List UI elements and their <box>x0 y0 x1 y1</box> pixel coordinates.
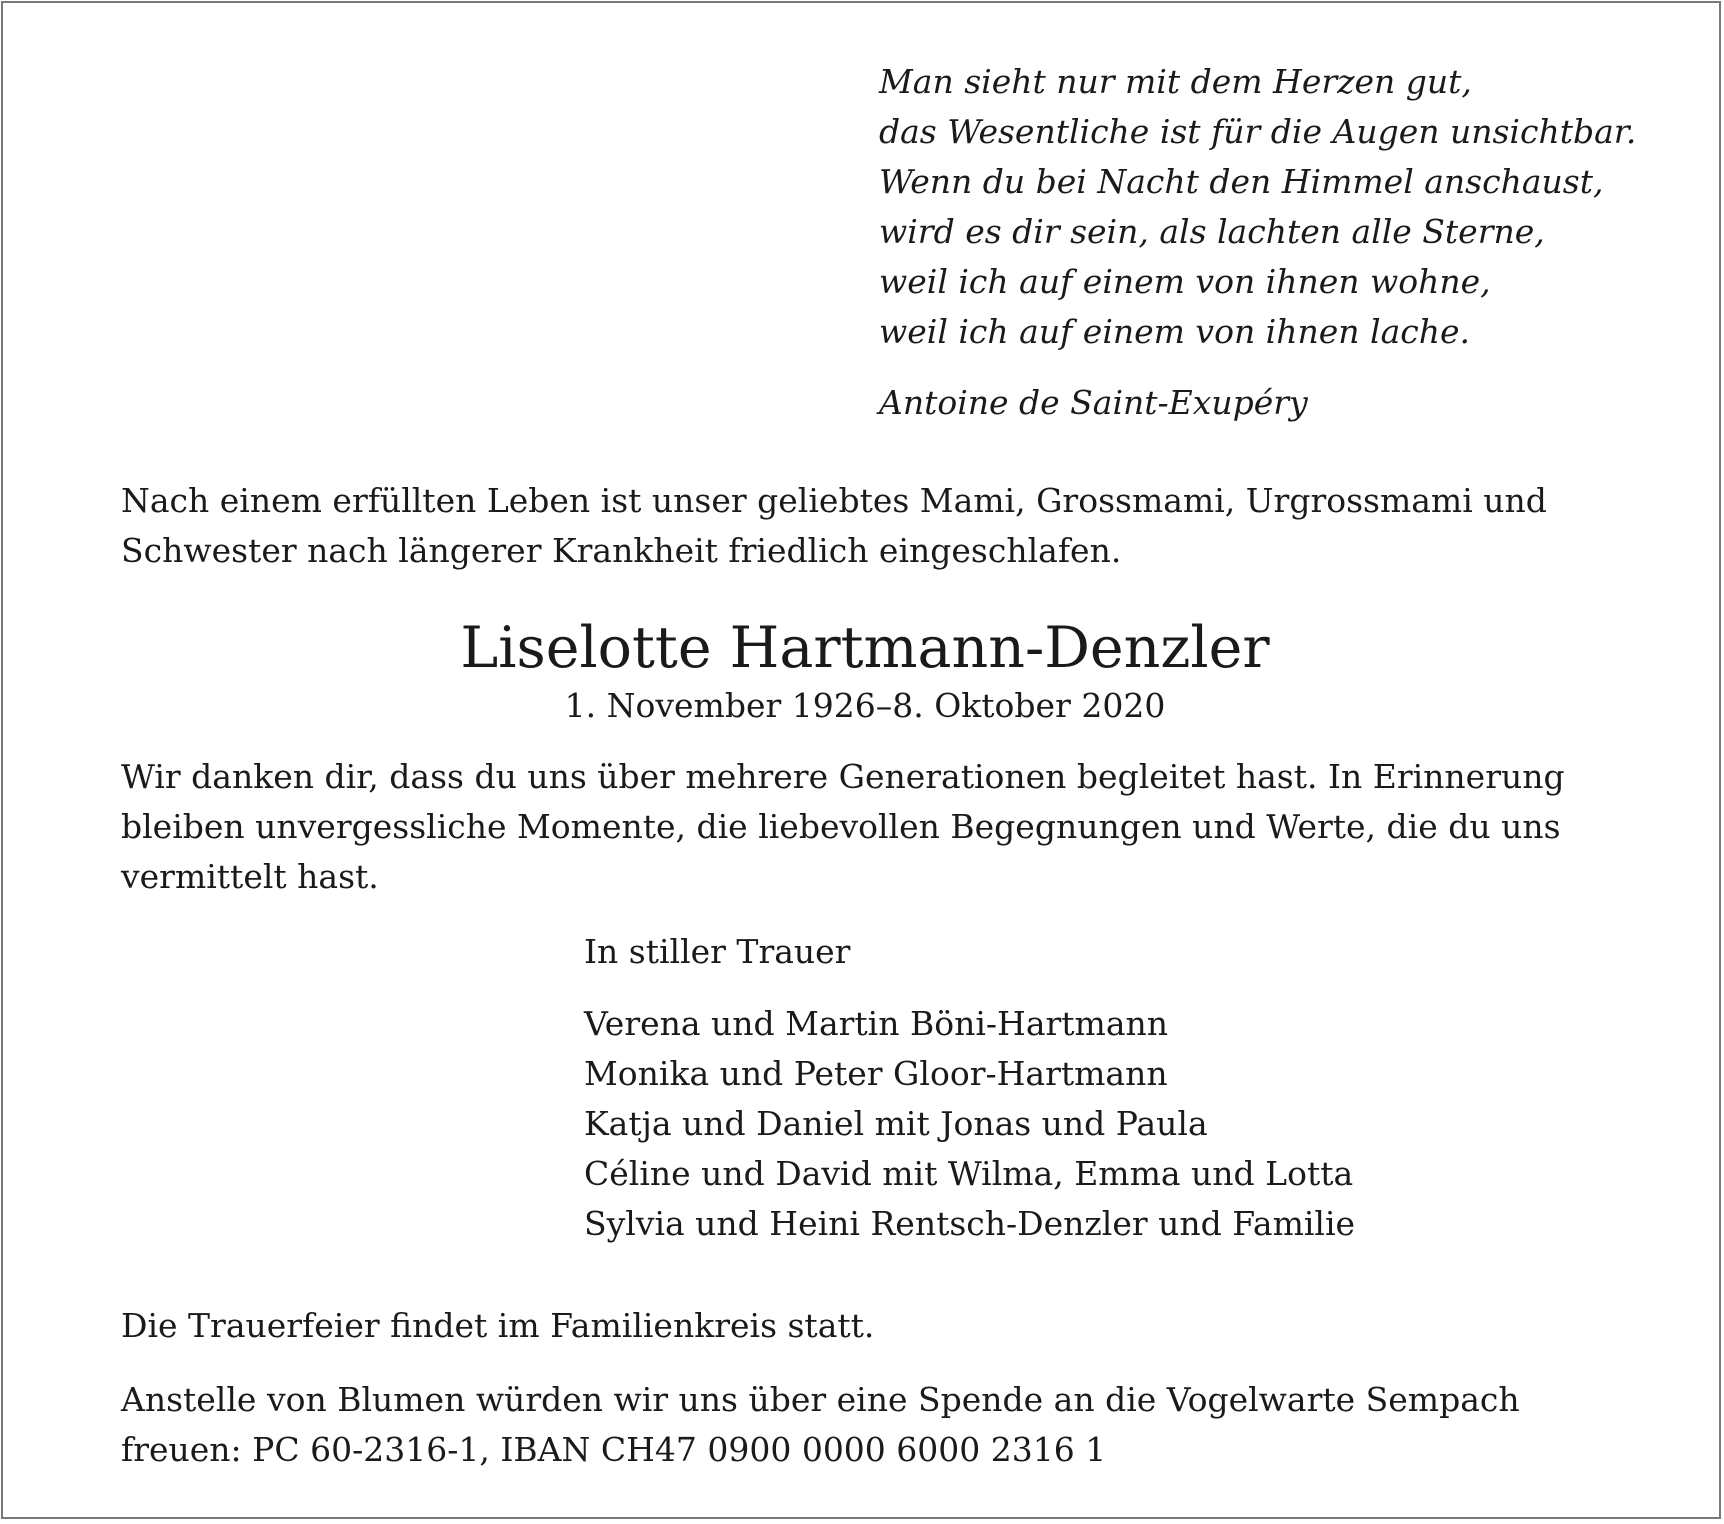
thanks-line: vermittelt hast. <box>121 857 379 896</box>
intro-line: Schwester nach längerer Krankheit friedlich eingeschlafen. <box>121 531 1122 570</box>
ceremony-line: Die Trauerfeier findet im Familienkreis statt. <box>121 1306 875 1345</box>
mourner-entry: Verena und Martin Böni-Hartmann <box>584 1004 1169 1043</box>
thanks-paragraph <box>121 752 1621 902</box>
life-dates: 1. November 1926–8. Oktober 2020 <box>564 686 1166 725</box>
mourner-entry: Katja und Daniel mit Jonas und Paula <box>584 1104 1208 1143</box>
ceremony-notice <box>121 1301 1621 1351</box>
mourner-entry: Céline und David mit Wilma, Emma und Lotta <box>584 1154 1354 1193</box>
poem-line: weil ich auf einem von ihnen lache. <box>879 312 1471 351</box>
poem-line: weil ich auf einem von ihnen wohne, <box>879 262 1491 301</box>
intro-line: Nach einem erfüllten Leben ist unser geliebtes Mami, Grossmami, Urgrossmami und <box>121 481 1547 520</box>
poem-author: Antoine de Saint-Exupéry <box>879 383 1308 422</box>
obituary-frame <box>1 1 1721 1519</box>
thanks-line: bleiben unvergessliche Momente, die liebevollen Begegnungen und Werte, die du uns <box>121 807 1561 846</box>
poem-line: Wenn du bei Nacht den Himmel anschaust, <box>879 162 1604 201</box>
mourners-block <box>584 927 1584 1249</box>
poem-line: das Wesentliche ist für die Augen unsichtbar. <box>879 112 1637 151</box>
donation-line: freuen: PC 60-2316-1, IBAN CH47 0900 0000 6000 2316 1 <box>121 1430 1107 1469</box>
poem-line: Man sieht nur mit dem Herzen gut, <box>879 62 1472 101</box>
donation-line: Anstelle von Blumen würden wir uns über eine Spende an die Vogelwarte Sempach <box>121 1380 1520 1419</box>
donation-notice <box>121 1375 1621 1475</box>
intro-paragraph <box>121 476 1621 576</box>
thanks-line: Wir danken dir, dass du uns über mehrere Generationen begleitet hast. In Erinnerung <box>121 757 1565 796</box>
mourners-heading: In stiller Trauer <box>584 932 851 971</box>
deceased-name: Liselotte Hartmann-Denzler <box>460 615 1270 681</box>
mourner-entry: Sylvia und Heini Rentsch-Denzler und Familie <box>584 1204 1356 1243</box>
mourner-entry: Monika und Peter Gloor-Hartmann <box>584 1054 1168 1093</box>
poem-line: wird es dir sein, als lachten alle Sterne, <box>879 212 1545 251</box>
poem-quote <box>879 57 1699 428</box>
